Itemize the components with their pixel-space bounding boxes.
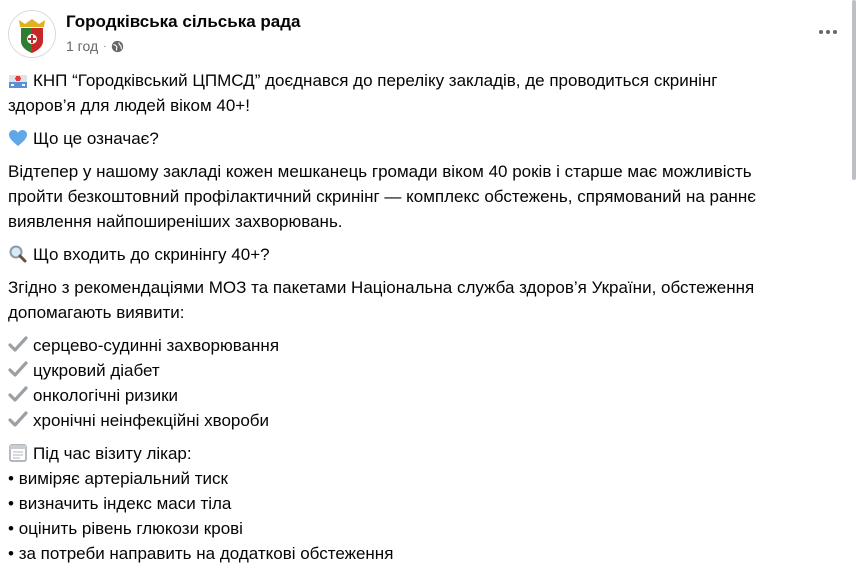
intro-paragraph: [8, 68, 838, 118]
blue-heart-icon: [8, 129, 28, 147]
visit-item-text: за потреби направить на додаткові обстеження: [18, 544, 394, 563]
visit-item-text: визначить індекс маси тіла: [18, 494, 232, 513]
list-item: [8, 383, 838, 408]
list-item: [8, 358, 838, 383]
page-name-link[interactable]: Городківська сільська рада: [66, 12, 301, 31]
more-dot: [833, 30, 837, 34]
screening-paragraph: [8, 275, 838, 325]
more-dot: [826, 30, 830, 34]
page-avatar[interactable]: [8, 10, 56, 58]
question-2-line: [8, 242, 838, 267]
visit-heading-line: [8, 441, 838, 466]
question-2: [8, 242, 838, 267]
explanation-line2: пройти безкоштовний профілактичний скринінг — комплекс обстежень, спрямований на раннє: [8, 187, 756, 206]
bullet: •: [8, 494, 14, 513]
checklist-item-text: серцево-судинні захворювання: [33, 336, 280, 355]
list-item: [8, 491, 838, 516]
checklist-item-text: онкологічні ризики: [33, 386, 179, 405]
question-1-line: [8, 126, 838, 151]
check-mark-icon: [8, 386, 28, 404]
checklist: [8, 333, 838, 433]
intro-line: [8, 68, 838, 93]
meta-separator: ·: [103, 40, 107, 52]
magnifier-icon: [8, 245, 28, 263]
check-mark-icon: [8, 361, 28, 379]
list-item: [8, 408, 838, 433]
check-mark-icon: [8, 336, 28, 354]
bullet: •: [8, 469, 14, 488]
explanation-line1: Відтепер у нашому закладі кожен мешканець громади віком 40 років і старше має можливість: [8, 162, 752, 181]
visit-section: [8, 441, 838, 566]
list-item: [8, 466, 838, 491]
explanation-line3: виявлення найпоширеніших захворювань.: [8, 212, 343, 231]
checklist-item-text: хронічні неінфекційні хвороби: [33, 411, 270, 430]
post-header: [0, 0, 856, 64]
list-item: [8, 516, 838, 541]
intro-text-line2: здоров’я для людей віком 40+!: [8, 96, 250, 115]
visit-item-text: оцінить рівень глюкози крові: [18, 519, 243, 538]
hospital-icon: [8, 71, 28, 89]
bullet: •: [8, 544, 14, 563]
explanation-paragraph: [8, 159, 838, 234]
visit-item-text: виміряє артеріальний тиск: [18, 469, 228, 488]
calendar-icon: [8, 444, 28, 462]
post-timestamp[interactable]: 1 год: [66, 38, 99, 54]
question-2-text: Що входить до скринінгу 40+?: [33, 245, 270, 264]
checklist-item-text: цукровий діабет: [33, 361, 160, 380]
check-mark-icon: [8, 411, 28, 429]
visit-heading: Під час візиту лікар:: [33, 444, 192, 463]
post-body: [8, 68, 838, 566]
more-options-button[interactable]: [816, 22, 840, 42]
list-item: [8, 333, 838, 358]
bullet: •: [8, 519, 14, 538]
intro-text-line1: КНП “Городківський ЦПМСД” доєднався до переліку закладів, де проводиться скринінг: [33, 71, 718, 90]
screening-line1: Згідно з рекомендаціями МОЗ та пакетами Національна служба здоров’я України, обстеження: [8, 278, 755, 297]
question-1: [8, 126, 838, 151]
scrollbar[interactable]: [852, 0, 856, 581]
question-1-text: Що це означає?: [33, 129, 159, 148]
globe-icon[interactable]: [111, 40, 124, 53]
scrollbar-thumb[interactable]: [852, 0, 856, 180]
more-horizontal-icon: [819, 30, 823, 34]
coat-of-arms-icon: [9, 11, 55, 57]
screening-line2: допомагають виявити:: [8, 303, 185, 322]
list-item: [8, 541, 838, 566]
post-meta: [66, 38, 124, 54]
